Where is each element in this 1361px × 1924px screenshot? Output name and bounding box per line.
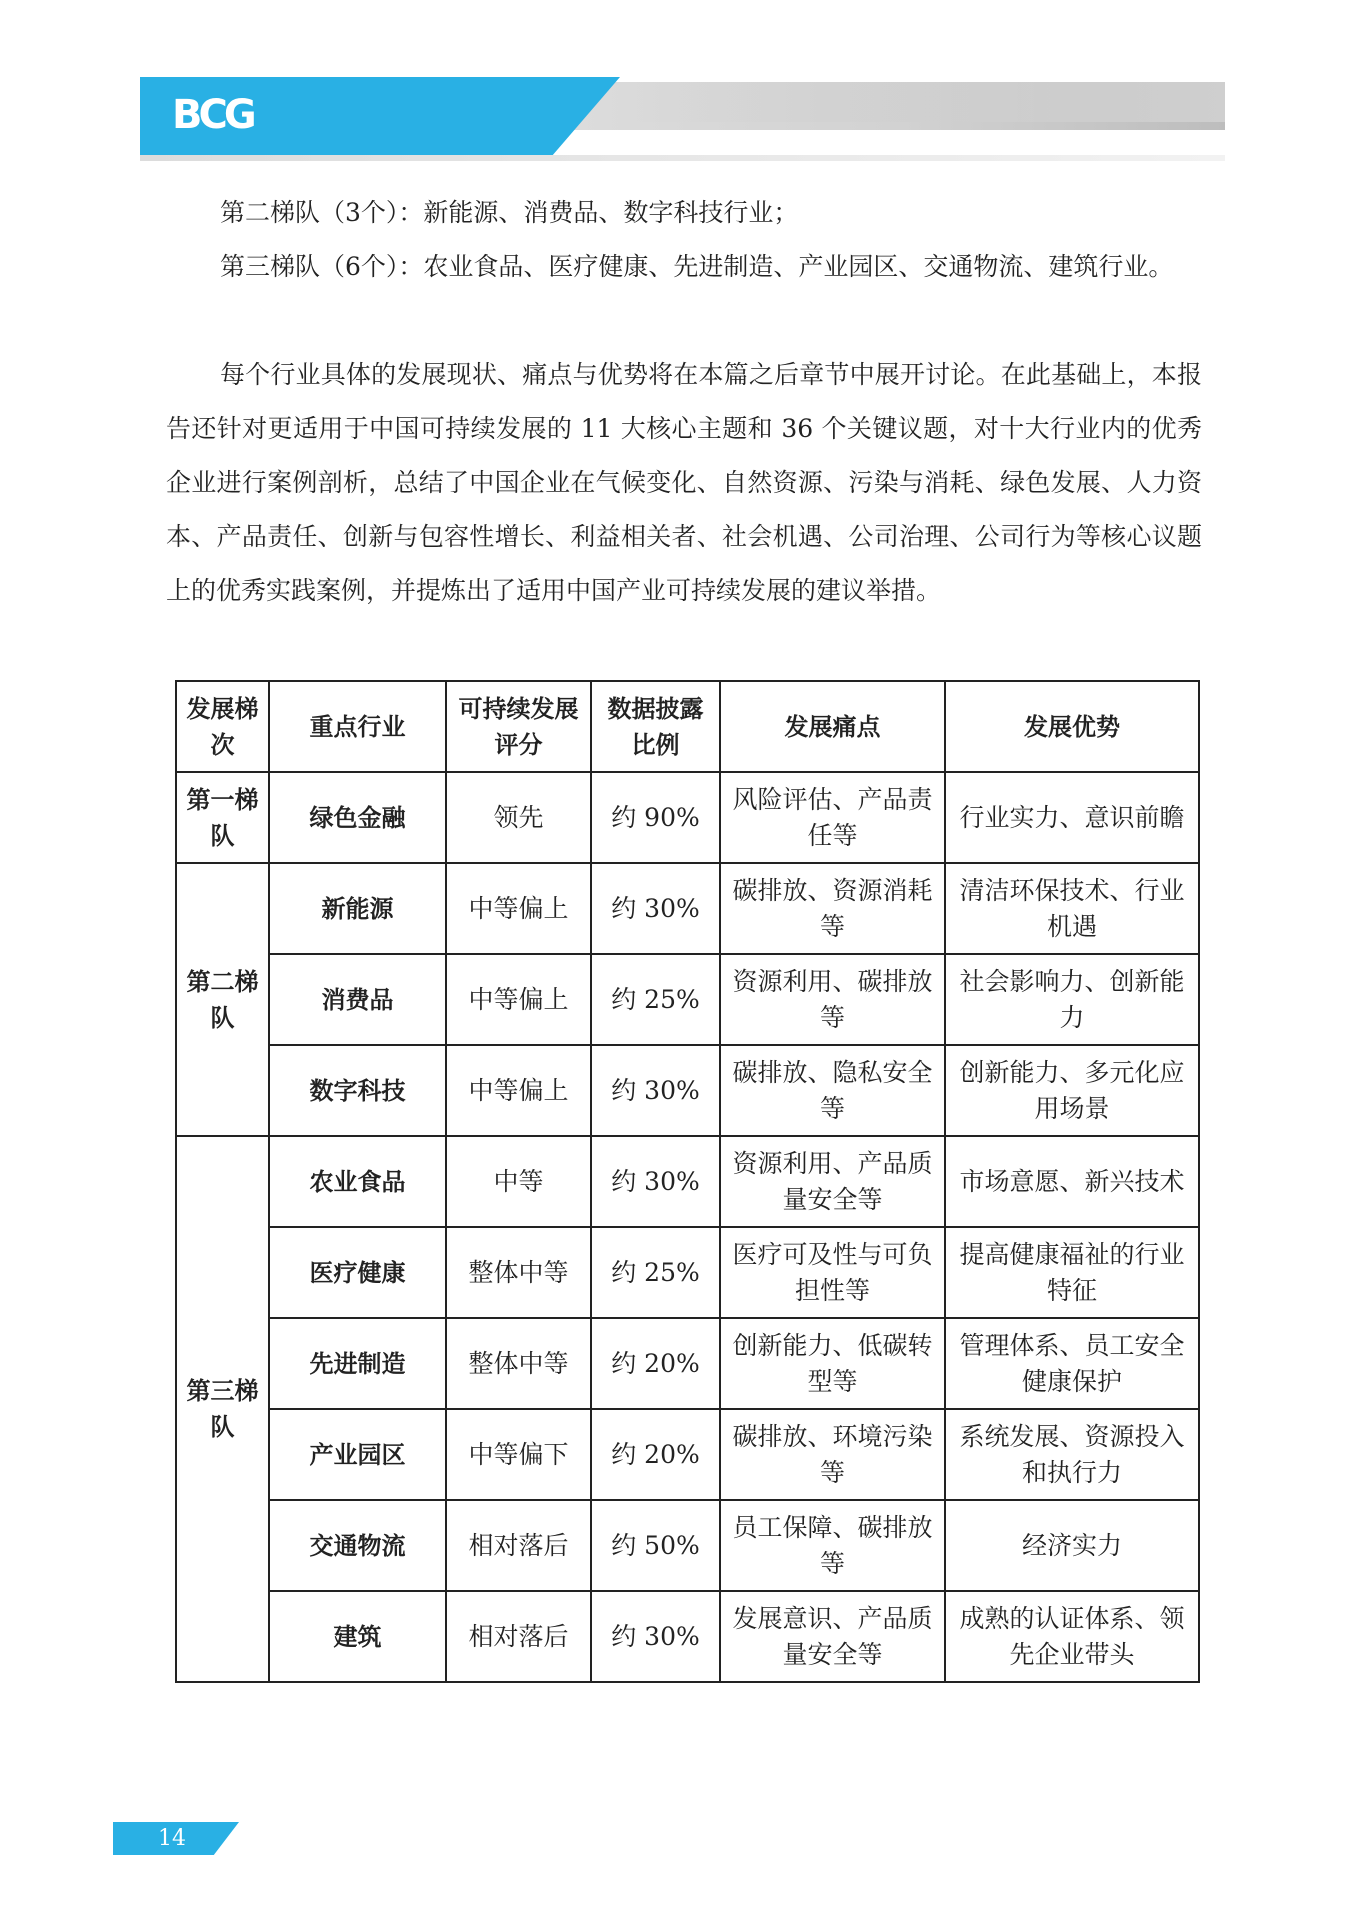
score-cell: 中等偏上 [446, 863, 591, 954]
table-row [176, 1136, 1199, 1227]
tier-2-cell: 第二梯队 [176, 863, 269, 1136]
industry-cell: 建筑 [269, 1591, 446, 1682]
score-cell: 整体中等 [446, 1227, 591, 1318]
industry-cell: 交通物流 [269, 1500, 446, 1591]
disclosure-cell: 约 20% [591, 1318, 720, 1409]
pain-cell: 风险评估、产品责任等 [720, 772, 945, 863]
table-row [176, 1045, 1199, 1136]
pain-cell: 资源利用、碳排放等 [720, 954, 945, 1045]
pain-cell: 碳排放、环境污染等 [720, 1409, 945, 1500]
industry-cell: 农业食品 [269, 1136, 446, 1227]
score-cell: 相对落后 [446, 1500, 591, 1591]
header-score: 可持续发展评分 [446, 681, 591, 772]
header-tier: 发展梯次 [176, 681, 269, 772]
industry-cell: 医疗健康 [269, 1227, 446, 1318]
pain-cell: 创新能力、低碳转型等 [720, 1318, 945, 1409]
score-cell: 中等 [446, 1136, 591, 1227]
disclosure-cell: 约 20% [591, 1409, 720, 1500]
pain-cell: 资源利用、产品质量安全等 [720, 1136, 945, 1227]
industry-table [175, 680, 1200, 1683]
paragraph-tier3: 第三梯队（6个）：农业食品、医疗健康、先进制造、产业园区、交通物流、建筑行业。 [220, 252, 1174, 281]
disclosure-cell: 约 50% [591, 1500, 720, 1591]
pain-cell: 碳排放、资源消耗等 [720, 863, 945, 954]
advantage-cell: 系统发展、资源投入和执行力 [945, 1409, 1199, 1500]
table-header-row [176, 681, 1199, 772]
industry-cell: 产业园区 [269, 1409, 446, 1500]
header-advantages: 发展优势 [945, 681, 1199, 772]
tier-3-cell: 第三梯队 [176, 1136, 269, 1682]
disclosure-cell: 约 30% [591, 1591, 720, 1682]
table-row [176, 954, 1199, 1045]
table-row [176, 1500, 1199, 1591]
table-row [176, 1227, 1199, 1318]
advantage-cell: 市场意愿、新兴技术 [945, 1136, 1199, 1227]
score-cell: 整体中等 [446, 1318, 591, 1409]
disclosure-cell: 约 30% [591, 1136, 720, 1227]
table-row [176, 1409, 1199, 1500]
bcg-logo: BCG [172, 92, 253, 138]
page-number: 14 [158, 1826, 186, 1851]
industry-cell: 数字科技 [269, 1045, 446, 1136]
disclosure-cell: 约 30% [591, 863, 720, 954]
advantage-cell: 管理体系、员工安全健康保护 [945, 1318, 1199, 1409]
score-cell: 领先 [446, 772, 591, 863]
pain-cell: 发展意识、产品质量安全等 [720, 1591, 945, 1682]
header-banner-shade [610, 82, 1225, 122]
disclosure-cell: 约 25% [591, 954, 720, 1045]
industry-cell: 绿色金融 [269, 772, 446, 863]
score-cell: 中等偏上 [446, 1045, 591, 1136]
advantage-cell: 经济实力 [945, 1500, 1199, 1591]
table-row [176, 863, 1199, 954]
table-row [176, 1591, 1199, 1682]
advantage-cell: 创新能力、多元化应用场景 [945, 1045, 1199, 1136]
pain-cell: 碳排放、隐私安全等 [720, 1045, 945, 1136]
table-row [176, 1318, 1199, 1409]
paragraph-summary: 每个行业具体的发展现状、痛点与优势将在本篇之后章节中展开讨论。在此基础上，本报告还针对更适用于中国可持续发展的 11 大核心主题和 36 个关键议题，对十大行业内的优秀企业进行案例剖析，总结了中国企业在气候变化、自然资源、污染与消耗、绿色发展、人力资本、产品责任、创新与包容性增长、利益相关者、社会机遇、公司治理、公司行为等核心议题上的优秀实践案例，并提炼出了适用中国产业可持续发展的建议举措。 [166, 360, 1202, 605]
advantage-cell: 成熟的认证体系、领先企业带头 [945, 1591, 1199, 1682]
industry-cell: 先进制造 [269, 1318, 446, 1409]
score-cell: 中等偏下 [446, 1409, 591, 1500]
tier-1-cell: 第一梯队 [176, 772, 269, 863]
header-pain-points: 发展痛点 [720, 681, 945, 772]
advantage-cell: 社会影响力、创新能力 [945, 954, 1199, 1045]
score-cell: 相对落后 [446, 1591, 591, 1682]
header-strip [140, 155, 1225, 161]
advantage-cell: 行业实力、意识前瞻 [945, 772, 1199, 863]
advantage-cell: 提高健康福祉的行业特征 [945, 1227, 1199, 1318]
header-industry: 重点行业 [269, 681, 446, 772]
table-row [176, 772, 1199, 863]
industry-cell: 新能源 [269, 863, 446, 954]
advantage-cell: 清洁环保技术、行业机遇 [945, 863, 1199, 954]
header-disclosure: 数据披露比例 [591, 681, 720, 772]
paragraph-tier2: 第二梯队（3个）：新能源、消费品、数字科技行业； [220, 198, 799, 227]
pain-cell: 员工保障、碳排放等 [720, 1500, 945, 1591]
disclosure-cell: 约 30% [591, 1045, 720, 1136]
industry-cell: 消费品 [269, 954, 446, 1045]
pain-cell: 医疗可及性与可负担性等 [720, 1227, 945, 1318]
disclosure-cell: 约 25% [591, 1227, 720, 1318]
disclosure-cell: 约 90% [591, 772, 720, 863]
score-cell: 中等偏上 [446, 954, 591, 1045]
